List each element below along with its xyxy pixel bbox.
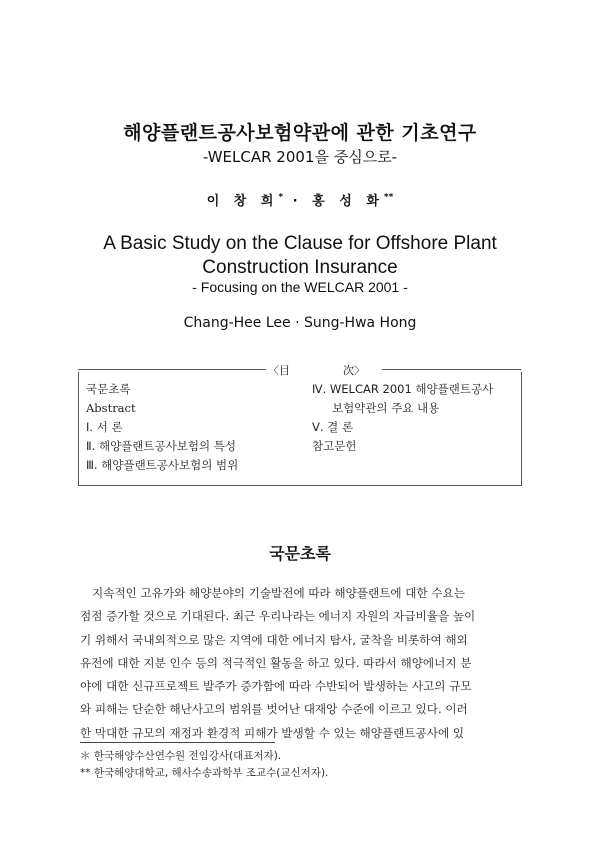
- toc-left-column: [86, 380, 238, 475]
- footnote-rule: [80, 742, 275, 743]
- footnote-2: ** 한국해양대학교, 해사수송과학부 조교수(교신저자).: [80, 767, 329, 779]
- paper-subtitle-korean: -WELCAR 2001을 중심으로-: [202, 148, 398, 166]
- abstract-line: 지속적인 고유가와 해양분야의 기술발전에 따라 해양플랜트에 대한 수요는: [92, 586, 465, 600]
- toc-item[interactable]: Ⅴ. 결 론: [312, 420, 354, 434]
- toc-right-column: [312, 380, 493, 456]
- title-en-line-1: A Basic Study on the Clause for Offshore Plant: [103, 233, 497, 254]
- author-separator: ·: [292, 194, 303, 209]
- abstract-line: 점점 증가할 것으로 기대된다. 최근 우리나라는 에너지 자원의 자급비율을 높이: [80, 609, 476, 624]
- toc-item[interactable]: Ⅱ. 해양플랜트공사보험의 특성: [86, 439, 236, 453]
- toc-item[interactable]: 국문초록: [86, 382, 131, 396]
- paper-title-english: [0, 232, 600, 280]
- abstract-line: 한 막대한 규모의 재정과 환경적 피해가 발생할 수 있는 해양플랜트공사에 있: [80, 725, 465, 740]
- toc-item[interactable]: Ⅳ. WELCAR 2001 해양플랜트공사: [312, 382, 494, 396]
- abstract-line: 와 피해는 단순한 해난사고의 범위를 벗어난 대재앙 수준에 이르고 있다. 이러: [80, 702, 468, 717]
- abstract-line: 유전에 대한 지분 인수 등의 적극적인 활동을 하고 있다. 따라서 해양에너지 분: [80, 655, 472, 670]
- toc-heading-close: 次〉: [343, 364, 365, 377]
- toc-item-continuation[interactable]: 보험약관의 주요 내용: [332, 401, 440, 415]
- toc-top-rule-right: [382, 369, 521, 370]
- toc-top-rule-left: [78, 369, 266, 370]
- toc-item[interactable]: Ⅰ. 서 론: [86, 420, 123, 434]
- section-heading-abstract: 국문초록: [269, 544, 331, 563]
- toc-item[interactable]: Abstract: [86, 401, 136, 415]
- title-en-line-2: Construction Insurance: [202, 257, 398, 278]
- author-1-mark: *: [278, 192, 284, 203]
- paper-title-korean: 해양플랜트공사보험약관에 관한 기초연구: [123, 122, 477, 144]
- toc-item[interactable]: Ⅲ. 해양플랜트공사보험의 범위: [86, 458, 239, 472]
- author-2-name: 홍 성 화: [312, 194, 384, 209]
- abstract-body: [80, 582, 520, 745]
- author-1-name: 이 창 희: [206, 194, 279, 209]
- abstract-line: 야에 대한 신규프로젝트 발주가 증가함에 따라 수반되어 발생하는 사고의 규모: [80, 679, 472, 694]
- footnotes: [80, 748, 328, 782]
- authors-english: Chang-Hee Lee · Sung-Hwa Hong: [183, 315, 417, 331]
- abstract-line: 기 위해서 국내외적으로 많은 지역에 대한 에너지 탐사, 굴착을 비롯하여 해외: [80, 632, 468, 647]
- toc-item[interactable]: 참고문헌: [312, 439, 357, 453]
- footnote-1: ＊ 한국해양수산연수원 전임강사(대표저자).: [80, 750, 282, 762]
- toc-heading-open: 〈目: [268, 364, 290, 377]
- authors-korean: [0, 190, 600, 209]
- paper-subtitle-english: - Focusing on the WELCAR 2001 -: [192, 279, 408, 295]
- author-2-mark: **: [383, 192, 394, 203]
